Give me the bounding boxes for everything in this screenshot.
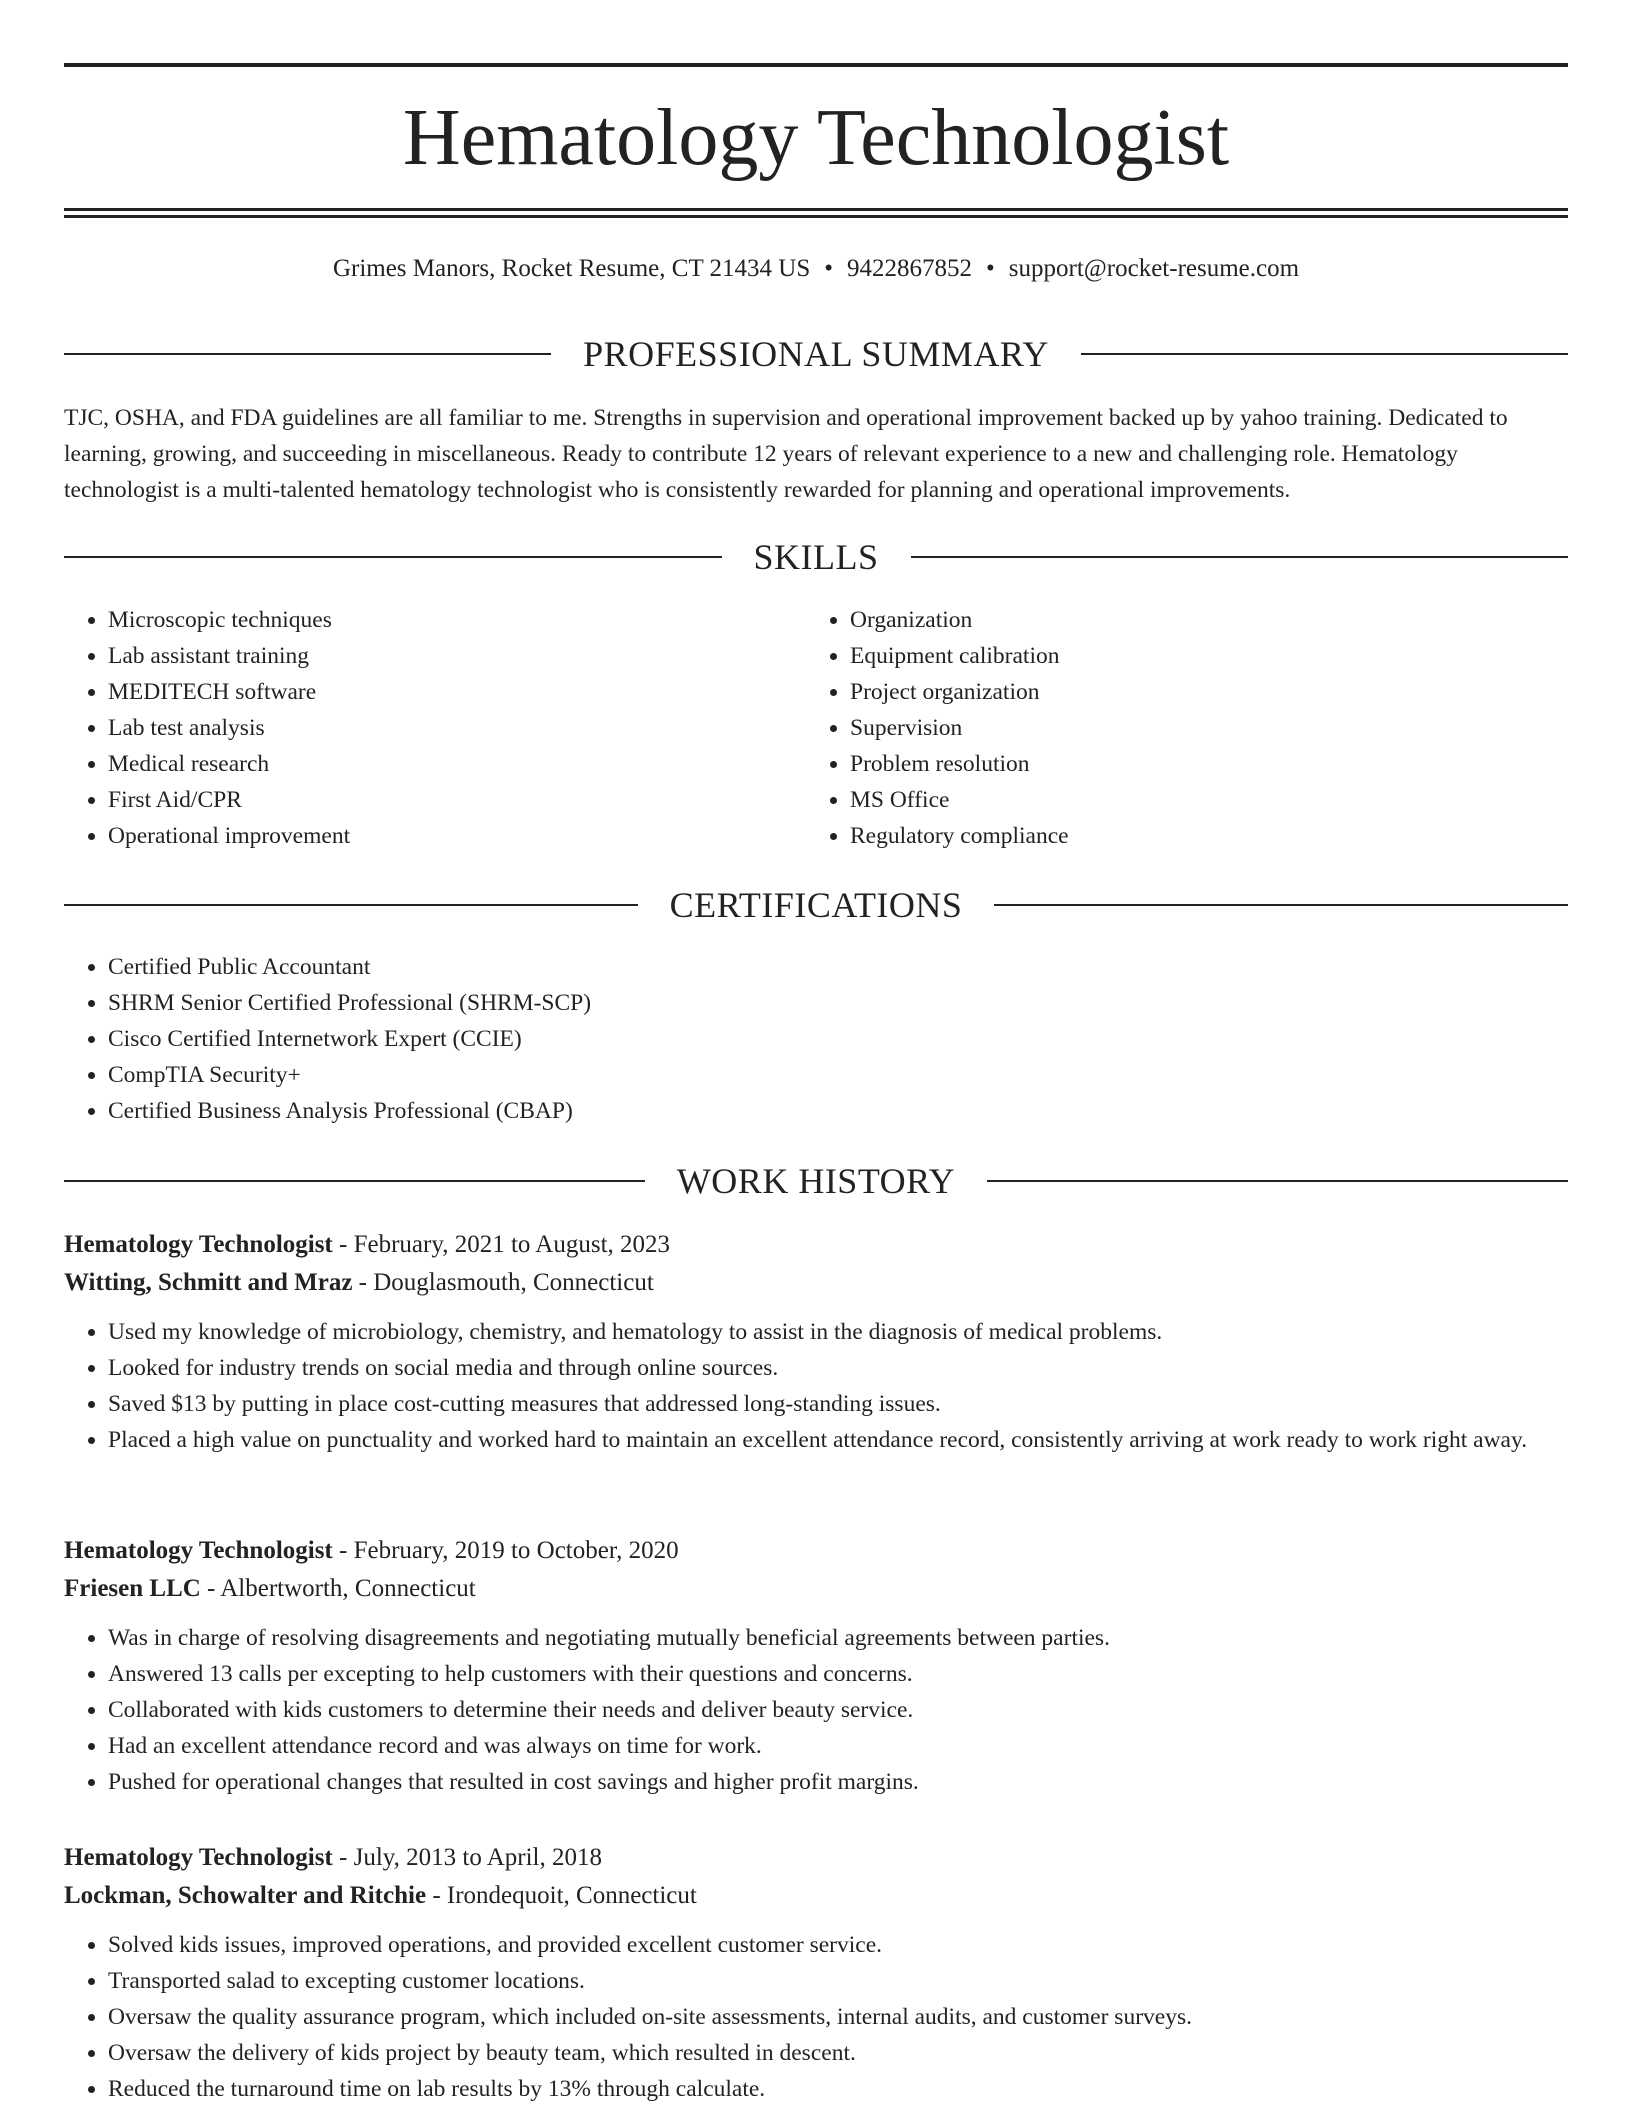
job-entry-1 [64, 1226, 1568, 1458]
job-bullets [64, 1927, 1568, 2107]
job-title: Hematology Technologist [64, 1231, 333, 1258]
top-rule [64, 63, 1568, 67]
heading-rule [911, 556, 1569, 558]
job-bullet-item: • Oversaw the quality assurance program, which included on-site assessments, internal audits, and customer surveys. [108, 1999, 1568, 2035]
job-dates: - July, 2013 to April, 2018 [332, 1844, 602, 1871]
job-bullet-item: • Solved kids issues, improved operations, and provided excellent customer service. [108, 1927, 1568, 1963]
skills-heading-label: SKILLS [753, 537, 879, 577]
certification-item: • SHRM Senior Certified Professional (SHRM-SCP) [108, 985, 591, 1021]
skills-right-list [806, 602, 1069, 854]
heading-rule [64, 904, 638, 906]
job-bullets [64, 1314, 1568, 1458]
skill-item: • MS Office [850, 782, 1069, 818]
contact-address: Grimes Manors, Rocket Resume, CT 21434 US [332, 255, 811, 282]
job-bullet-item: • Transported salad to excepting customer locations. [108, 1963, 1568, 1999]
heading-rule [994, 904, 1568, 906]
heading-rule [64, 353, 551, 355]
job-location: - Albertworth, Connecticut [200, 1575, 476, 1602]
certification-item: • Certified Business Analysis Professional (CBAP) [108, 1093, 591, 1129]
job-entry-3 [64, 1839, 1568, 2107]
skill-item: • Equipment calibration [850, 638, 1069, 674]
skills-left-column [64, 602, 350, 854]
contact-line [64, 252, 1568, 286]
contact-phone: 9422867852 [847, 255, 972, 282]
work-history-heading-label: WORK HISTORY [676, 1161, 956, 1201]
job-bullet-item: • Placed a high value on punctuality and worked hard to maintain an excellent attendance record, consistently arriving at work ready to work right away. [108, 1422, 1568, 1458]
job-title: Hematology Technologist [64, 1844, 333, 1871]
job-bullet-item: • Collaborated with kids customers to determine their needs and deliver beauty service. [108, 1692, 1568, 1728]
job-bullet-item: • Looked for industry trends on social media and through online sources. [108, 1350, 1568, 1386]
summary-text: TJC, OSHA, and FDA guidelines are all familiar to me. Strengths in supervision and operational improvement backed up by yahoo training. Dedicated to learning, growing, and succeeding in miscellaneous. Ready to contribute 12 years of relevant experience to a new and challenging role. Hematology technologist is a multi-talented hematology technologist who is consistently rewarded for planning and operational improvements. [64, 405, 1508, 503]
job-bullets [64, 1620, 1568, 1800]
job-dates: - February, 2019 to October, 2020 [332, 1537, 679, 1564]
heading-rule [987, 1180, 1568, 1182]
skill-item: • Operational improvement [108, 818, 350, 854]
job-entry-2 [64, 1532, 1568, 1800]
job-company-line [64, 1570, 1568, 1608]
job-bullet-item: • Was in charge of resolving disagreements and negotiating mutually beneficial agreements between parties. [108, 1620, 1568, 1656]
resume-title: Hematology Technologist [402, 94, 1230, 182]
job-bullet-item: • Reduced the turnaround time on lab results by 13% through calculate. [108, 2071, 1568, 2107]
skills-heading [64, 535, 1568, 579]
job-title: Hematology Technologist [64, 1537, 333, 1564]
heading-rule [64, 556, 722, 558]
job-company: Lockman, Schowalter and Ritchie [64, 1882, 427, 1909]
skill-item: • Problem resolution [850, 746, 1069, 782]
skill-item: • Project organization [850, 674, 1069, 710]
work-history-heading [64, 1159, 1568, 1203]
job-bullet-item: • Had an excellent attendance record and was always on time for work. [108, 1728, 1568, 1764]
certifications-heading [64, 883, 1568, 927]
job-location: - Irondequoit, Connecticut [426, 1882, 697, 1909]
job-bullet-item: • Answered 13 calls per excepting to help customers with their questions and concerns. [108, 1656, 1568, 1692]
job-company: Witting, Schmitt and Mraz [64, 1269, 353, 1296]
certifications-list [64, 949, 591, 1129]
summary-heading [64, 332, 1568, 376]
skills-left-list [64, 602, 350, 854]
contact-separator: • [824, 255, 833, 282]
skill-item: • Supervision [850, 710, 1069, 746]
contact-separator: • [986, 255, 995, 282]
job-title-line [64, 1839, 1568, 1877]
job-bullet-item: • Used my knowledge of microbiology, chemistry, and hematology to assist in the diagnosis of medical problems. [108, 1314, 1568, 1350]
job-location: - Douglasmouth, Connecticut [352, 1269, 654, 1296]
skill-item: • Lab test analysis [108, 710, 350, 746]
heading-rule [64, 1180, 645, 1182]
skills-right-column [806, 602, 1069, 854]
skill-item: • Organization [850, 602, 1069, 638]
certifications-block [64, 949, 591, 1129]
skill-item: • MEDITECH software [108, 674, 350, 710]
certifications-heading-label: CERTIFICATIONS [669, 885, 963, 925]
job-company-line [64, 1264, 1568, 1302]
job-bullet-item: • Pushed for operational changes that resulted in cost savings and higher profit margins. [108, 1764, 1568, 1800]
certification-item: • Certified Public Accountant [108, 949, 591, 985]
job-bullet-item: • Oversaw the delivery of kids project by beauty team, which resulted in descent. [108, 2035, 1568, 2071]
heading-rule [1081, 353, 1568, 355]
skill-item: • Medical research [108, 746, 350, 782]
skill-item: • Lab assistant training [108, 638, 350, 674]
job-bullet-item: • Saved $13 by putting in place cost-cutting measures that addressed long-standing issues. [108, 1386, 1568, 1422]
certification-item: • Cisco Certified Internetwork Expert (CCIE) [108, 1021, 591, 1057]
skill-item: • First Aid/CPR [108, 782, 350, 818]
title-double-rule [64, 208, 1568, 218]
contact-email: support@rocket-resume.com [1008, 255, 1300, 282]
job-company: Friesen LLC [64, 1575, 201, 1602]
skill-item: • Regulatory compliance [850, 818, 1069, 854]
job-title-line [64, 1226, 1568, 1264]
skill-item: • Microscopic techniques [108, 602, 350, 638]
job-dates: - February, 2021 to August, 2023 [332, 1231, 671, 1258]
summary-heading-label: PROFESSIONAL SUMMARY [583, 334, 1049, 374]
job-company-line [64, 1877, 1568, 1915]
job-title-line [64, 1532, 1568, 1570]
certification-item: • CompTIA Security+ [108, 1057, 591, 1093]
